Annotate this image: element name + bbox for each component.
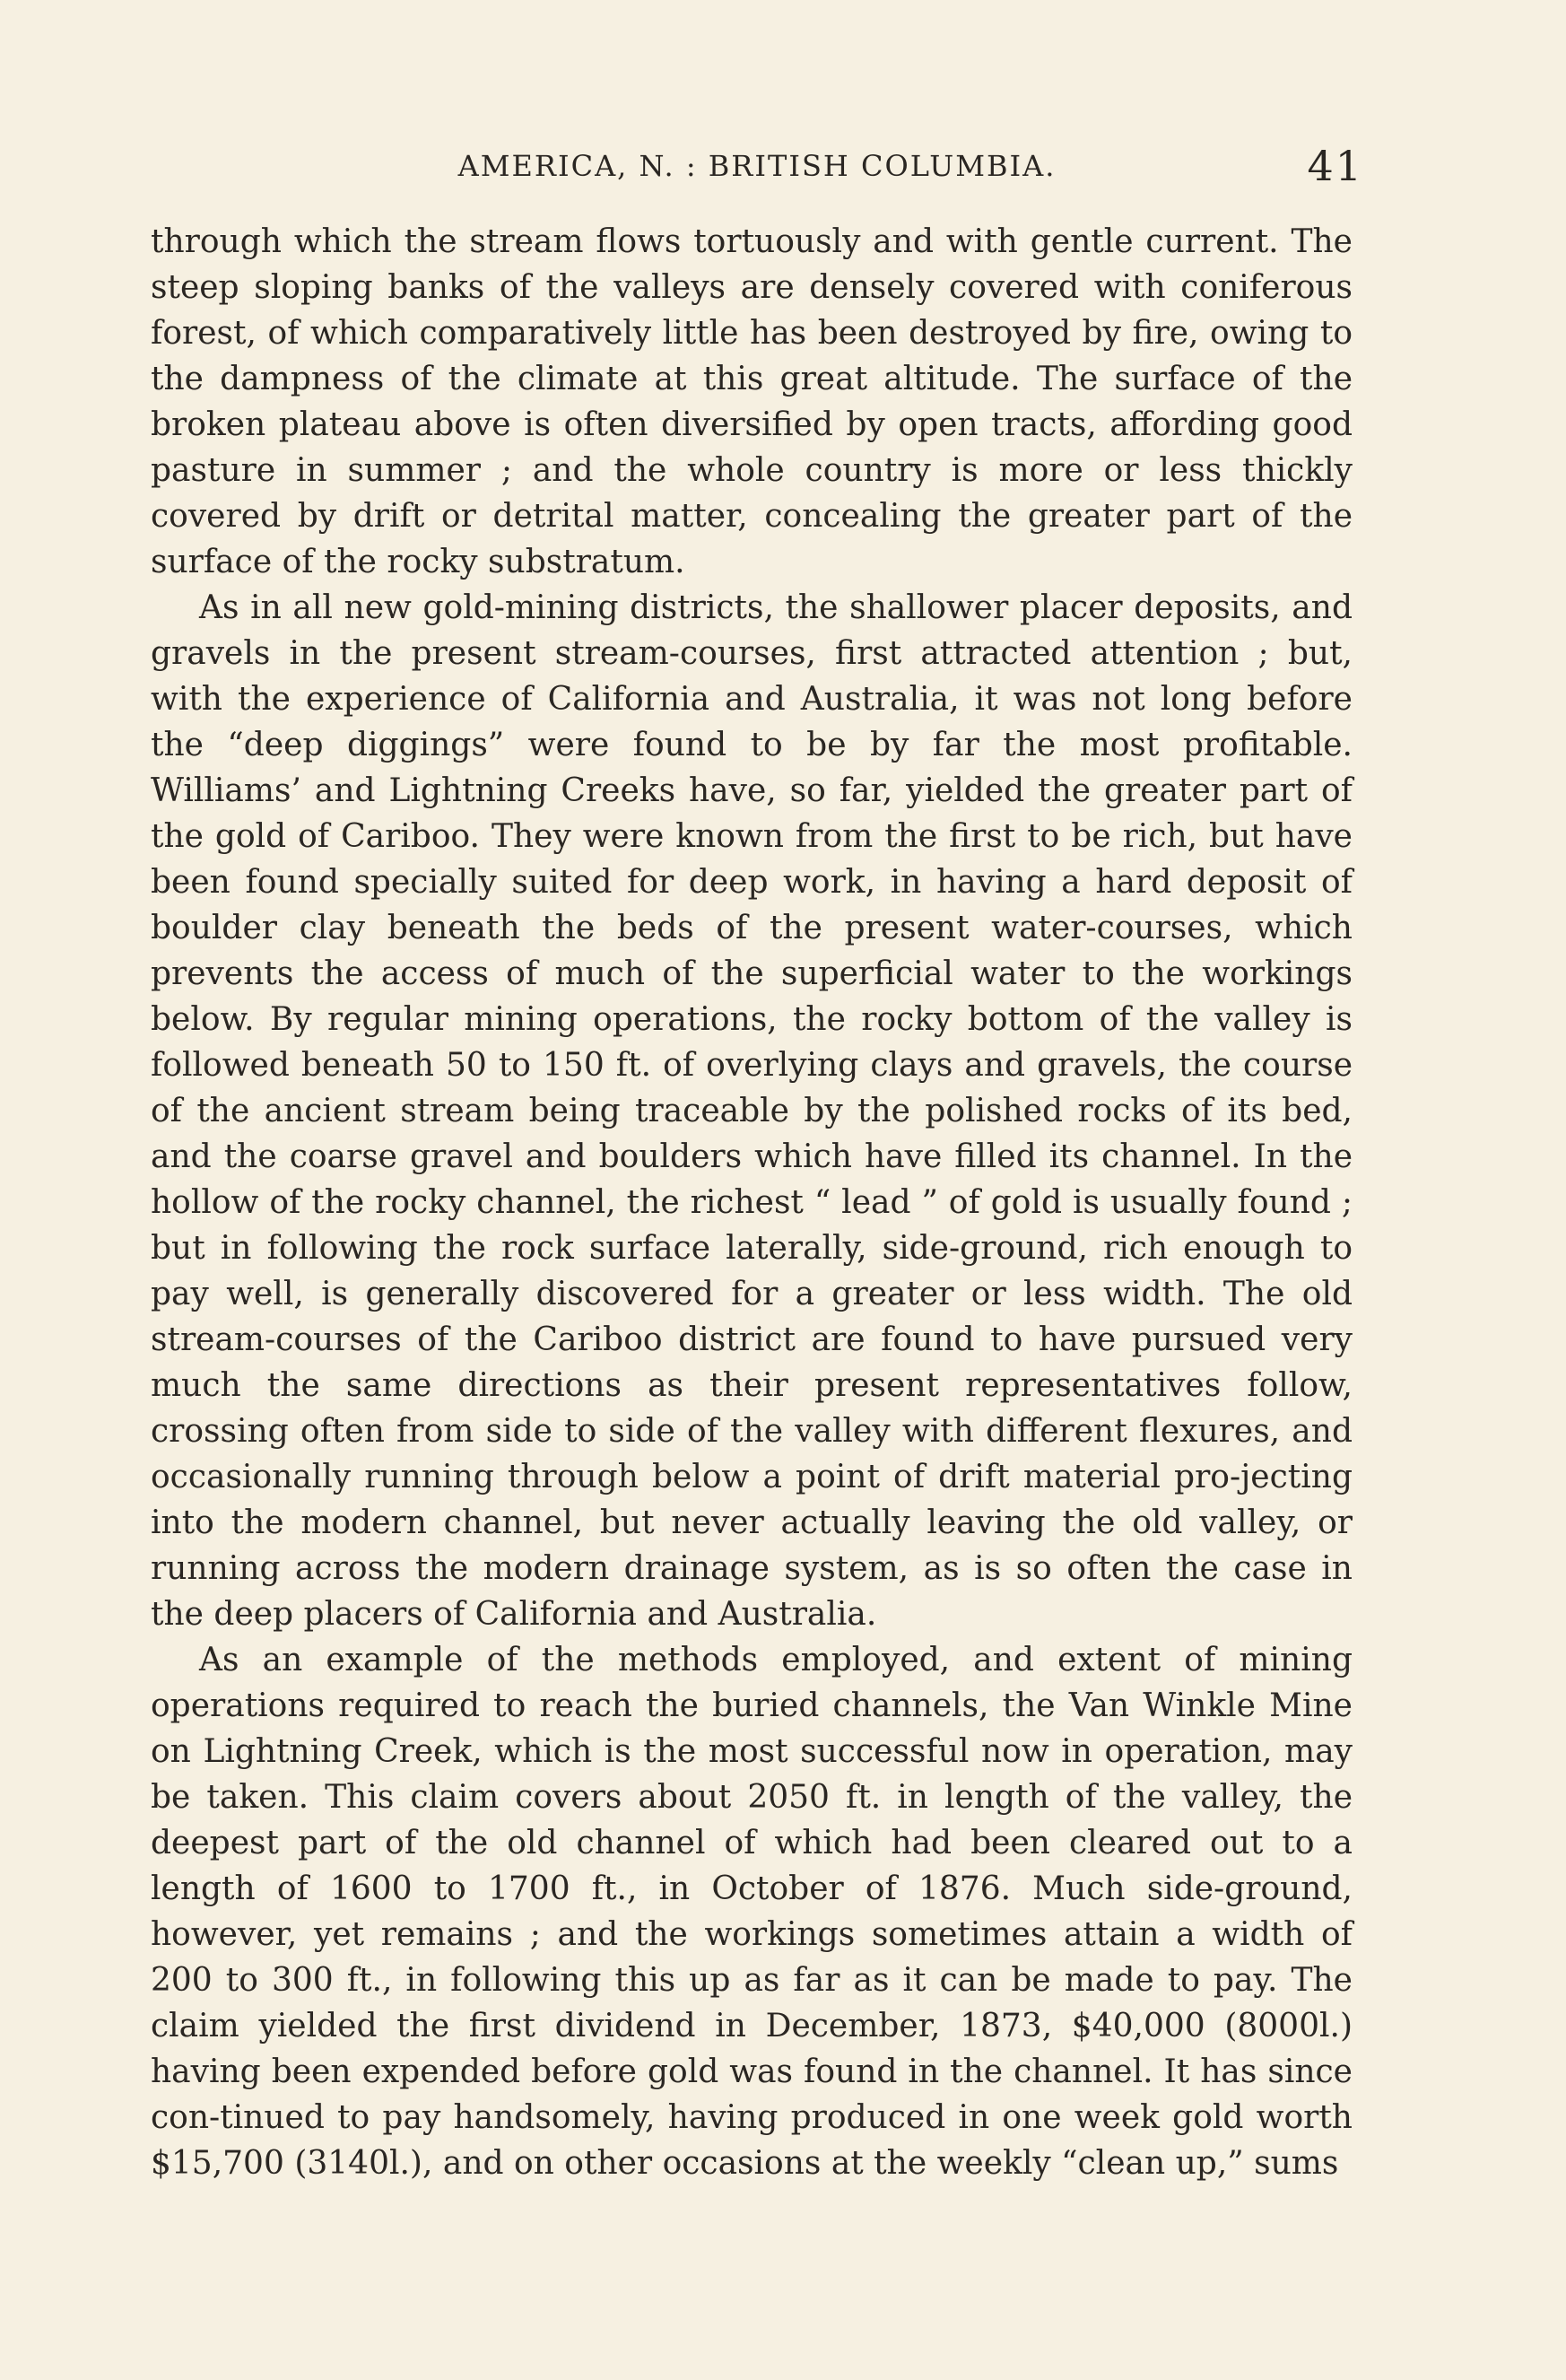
paragraph: As an example of the methods employed, and extent of mining operations required to reach the buried channels, the Van Winkle Mine on Lightning Creek, which is the most successful now in operation, may be taken. This claim covers about 2050 ft. in length of the valley, the deepest part of the old channel of which had been cleared out to a length of 1600 to 1700 ft., in October of 1876. Much side-ground, however, yet remains ; and the workings sometimes attain a width of 200 to 300 ft., in following this up as far as it can be made to pay. The claim yielded the first dividend in December, 1873, $40,000 (8000l.) having been expended before gold was found in the channel. It has since con-tinued to pay handsomely, having produced in one week gold worth $15,700 (3140l.), and on other occasions at the weekly “clean up,” sums [151,1642,1353,2182]
page-number: 41 [1307,142,1363,190]
page-header [151,142,1363,196]
paragraph: through which the stream flows tortuously and with gentle current. The steep sloping banks of the valleys are densely covered with coniferous forest, of which comparatively little has been destroyed by fire, owing to the dampness of the climate at this great altitude. The surface of the broken plateau above is often diversified by open tracts, affording good pasture in summer ; and the whole country is more or less thickly covered by drift or detrital matter, concealing the greater part of the surface of the rocky substratum. [151,223,1353,580]
running-head: AMERICA, N. : BRITISH COLUMBIA. [457,149,1057,183]
body-text [151,219,1353,2186]
paragraph: As in all new gold-mining districts, the shallower placer deposits, and gravels in the present stream-courses, first attracted attention ; but, with the experience of California and Australia, it was not long before the “deep diggings” were found to be by far the most profitable. Williams’ and Lightning Creeks have, so far, yielded the greater part of the gold of Cariboo. They were known from the first to be rich, but have been found specially suited for deep work, in having a hard deposit of boulder clay beneath the beds of the present water-courses, which prevents the access of much of the superficial water to the workings below. By regular mining operations, the rocky bottom of the valley is followed beneath 50 to 150 ft. of overlying clays and gravels, the course of the ancient stream being traceable by the polished rocks of its bed, and the coarse gravel and boulders which have filled its channel. In the hollow of the rocky channel, the richest “ lead ” of gold is usually found ; but in following the rock surface laterally, side-ground, rich enough to pay well, is generally discovered for a greater or less width. The old stream-courses of the Cariboo district are found to have pursued very much the same directions as their present representatives follow, crossing often from side to side of the valley with different flexures, and occasionally running through below a point of drift material pro-jecting into the modern channel, but never actually leaving the old valley, or running across the modern drainage system, as is so often the case in the deep placers of California and Australia. [151,589,1353,1633]
